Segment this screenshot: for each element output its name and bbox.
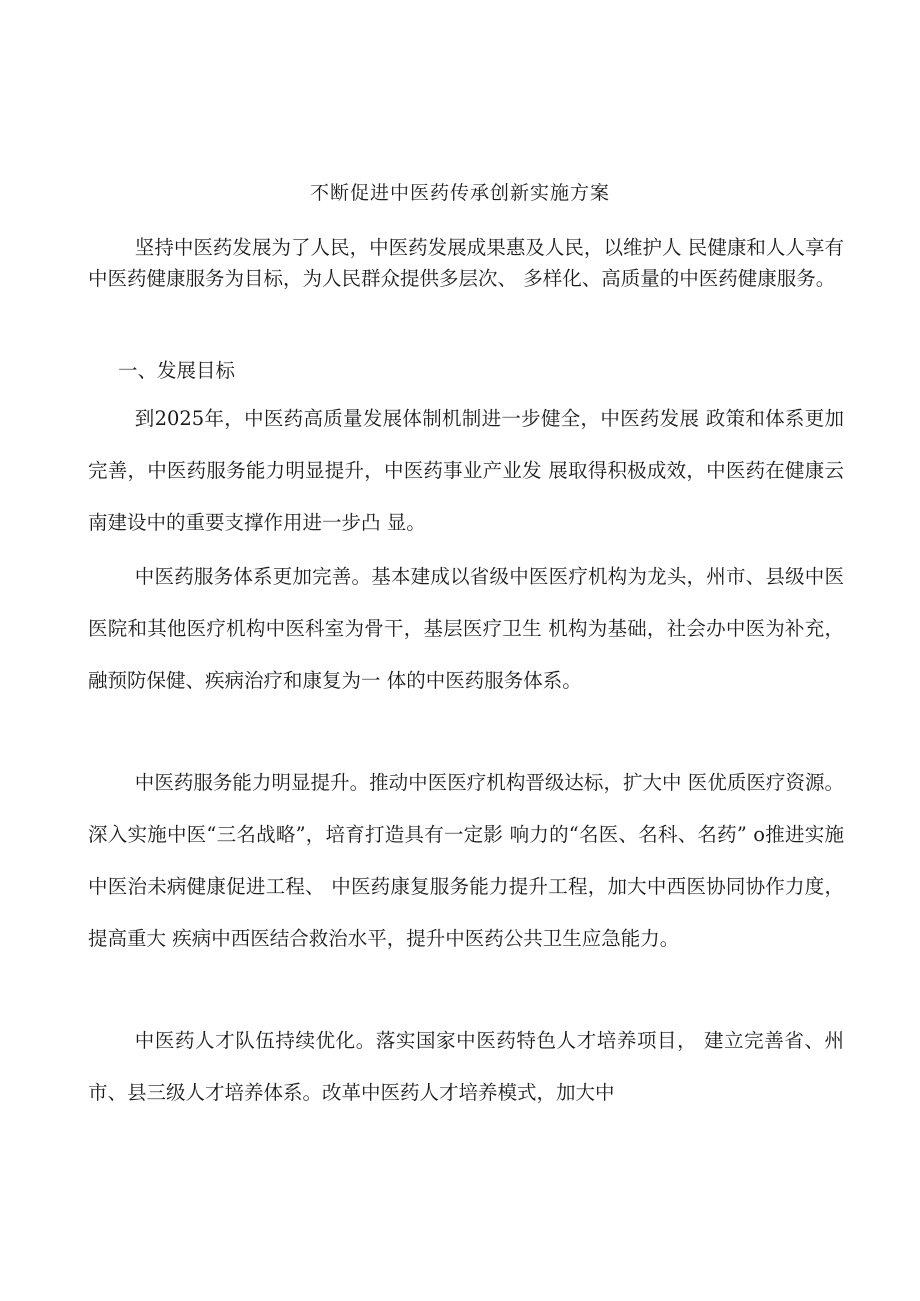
section-heading-development-goals: 一、发展目标 (118, 359, 236, 382)
document-title: 不断促进中医药传承创新实施方案 (309, 182, 610, 204)
intro-paragraph: 坚持中医药发展为了人民，中医药发展成果惠及人民，以维护人 民健康和人人享有中医药健康服务为目标，为人民群众提供多层次、 多样化、高质量的中医药健康服务。 (88, 236, 844, 290)
paragraph-talent-team: 中医药人才队伍持续优化。落实国家中医药特色人才培养项目， 建立完善省、州市、县三级人才培养体系。改革中医药人才培养模式，加大中 (88, 1029, 844, 1104)
paragraph-service-system: 中医药服务体系更加完善。基本建成以省级中医医疗机构为龙头，州市、县级中医医院和其他医疗机构中医科室为骨干，基层医疗卫生 机构为基础，社会办中医为补充，融预防保健、疾病治疗和康复为一 体的中医药服务体系。 (88, 565, 844, 692)
paragraph-goal-2025: 到2025年，中医药高质量发展体制机制进一步健全，中医药发展 政策和体系更加完善，中医药服务能力明显提升，中医药事业产业发 展取得积极成效，中医药在健康云南建设中的重要支撑作用进一步凸 显。 (88, 407, 844, 534)
paragraph-service-capacity: 中医药服务能力明显提升。推动中医医疗机构晋级达标，扩大中 医优质医疗资源。深入实施中医“三名战略”，培育打造具有一定影 响力的“名医、名科、名药” o推进实施中医治未病健康促进工程、 中医药康复服务能力提升工程，加大中西医协同协作力度，提高重大 疾病中西医结合救治水平，提升中医药公共卫生应急能力。 (88, 771, 844, 950)
